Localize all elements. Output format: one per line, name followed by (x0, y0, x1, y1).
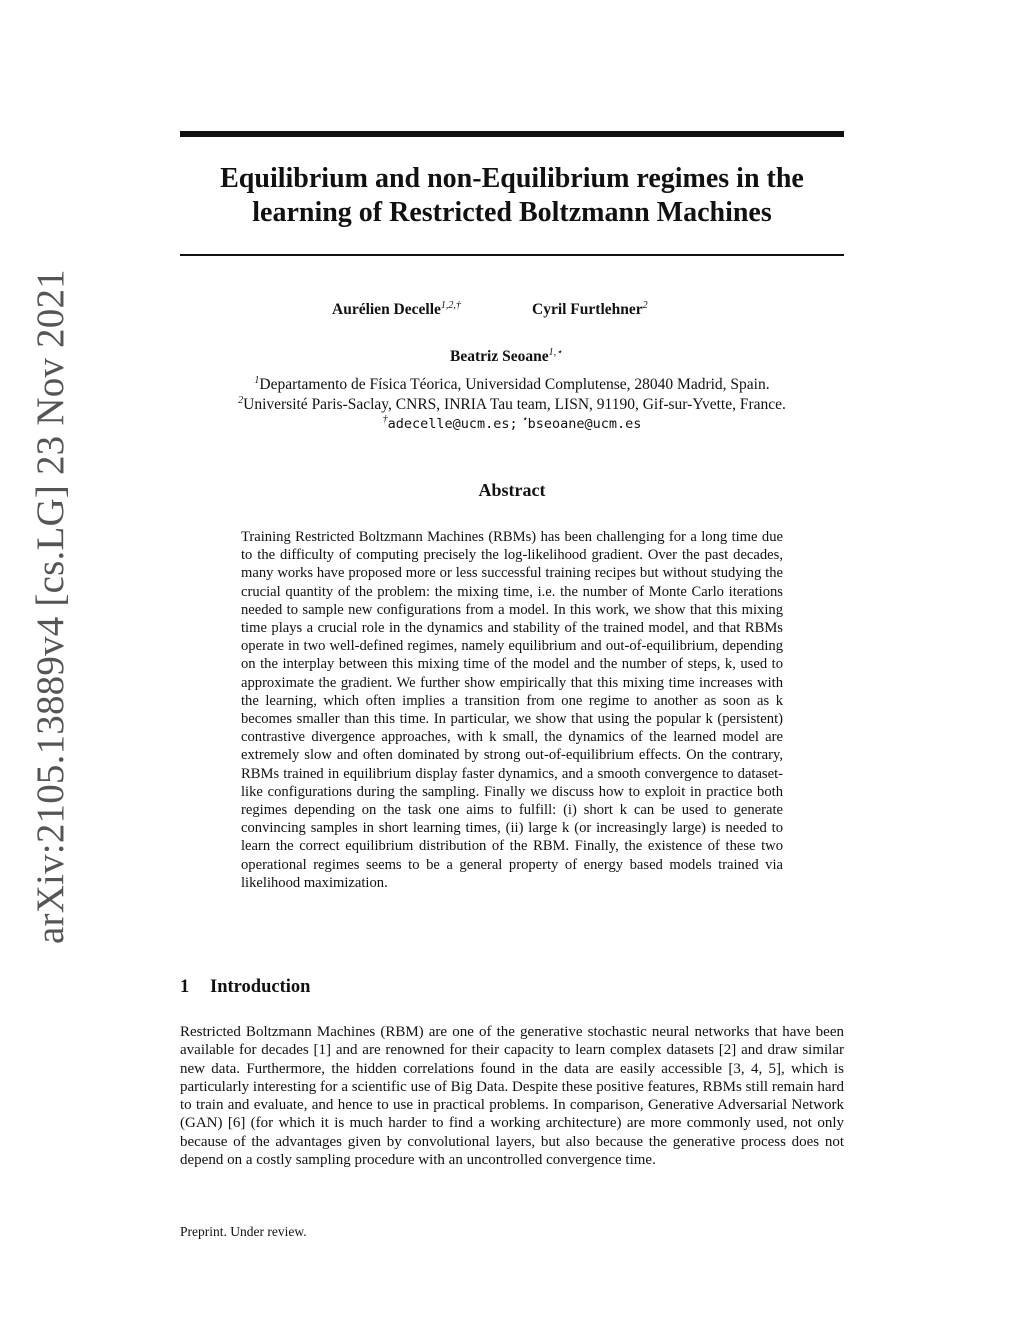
email-decelle[interactable]: adecelle@ucm.es; (387, 416, 518, 432)
abstract-heading: Abstract (478, 480, 546, 500)
paper-title (180, 162, 844, 230)
section-heading-introduction: 1 Introduction (180, 977, 311, 997)
author-decelle: Aurélien Decelle$^{1,2,\dagger}$ (332, 300, 461, 318)
affiliation-2: $^2$Université Paris-Saclay, CNRS, INRIA Tau team, LISN, 91190, Gif-sur-Yvette, France. (238, 395, 786, 413)
author-furtlehner: Cyril Furtlehner$^2$ (532, 300, 648, 318)
abstract-body: Training Restricted Boltzmann Machines (RBMs) has been challenging for a long time due to the difficulty of computing precisely the log-likelihood gradient. Over the past decades, many works have proposed more or less successful training recipes but without studying the crucial quantity of the problem: the mixing time, i.e. the number of Monte Carlo iterations needed to sample new configurations from a model. In this work, we show that this mixing time plays a crucial role in the dynamics and stability of the trained model, and that RBMs operate in two well-defined regimes, namely equilibrium and out-of-equilibrium, depending on the interplay between this mixing time of the model and the number of steps, k, used to approximate the gradient. We further show empirically that this mixing time increases with the learning, which often implies a transition from one regime to another as soon as k becomes smaller than this time. In particular, we show that using the popular k (persistent) contrastive divergence approaches, with k small, the dynamics of the learned model are extremely slow and often dominated by strong out-of-equilibrium effects. On the contrary, RBMs trained in equilibrium display faster dynamics, and a smooth convergence to dataset-like configurations during the sampling. Finally we discuss how to exploit in practice both regimes depending on the task one aims to fulfill: (i) short k can be used to generate convincing samples in short learning times, (ii) large k (or increasingly large) is needed to learn the correct equilibrium distribution of the RBM. Finally, the existence of these two operational regimes seems to be a general property of energy based models trained via likelihood maximization. (241, 529, 783, 891)
title-bottom-rule (180, 254, 844, 256)
affiliation-1: $^1$Departamento de Física Téorica, Universidad Complutense, 28040 Madrid, Spain. (254, 375, 770, 393)
author-emails: †adecelle@ucm.es; ⋆bseoane@ucm.es (382, 414, 642, 432)
title-line-2: learning of Restricted Boltzmann Machines (252, 197, 772, 228)
title-top-rule (180, 131, 844, 137)
introduction-paragraph: Restricted Boltzmann Machines (RBM) are one of the generative stochastic neural networks that have been available for decades [1] and are renowned for their capacity to learn complex datasets [2] and draw similar new data. Furthermore, the hidden correlations found in the data are easily accessible [3, 4, 5], which is particularly interesting for a scientific use of Big Data. Despite these positive features, RBMs still remain hard to train and evaluate, and hence to use in practical problems. In comparison, Generative Adversarial Network (GAN) [6] (for which it is much harder to find a working architecture) are more commonly used, not only because of the advantages given by convolutional layers, but also because the generative process does not depend on a costly sampling procedure with an uncontrolled convergence time. (180, 1024, 844, 1169)
author-seoane: Beatriz Seoane$^{1,⋆}$ (450, 347, 563, 365)
email-seoane[interactable]: bseoane@ucm.es (527, 416, 642, 432)
arxiv-stamp: arXiv:2105.13889v4 [cs.LG] 23 Nov 2021 (29, 269, 72, 944)
preprint-footer: Preprint. Under review. (180, 1224, 307, 1239)
title-line-1: Equilibrium and non-Equilibrium regimes in the (220, 163, 804, 194)
